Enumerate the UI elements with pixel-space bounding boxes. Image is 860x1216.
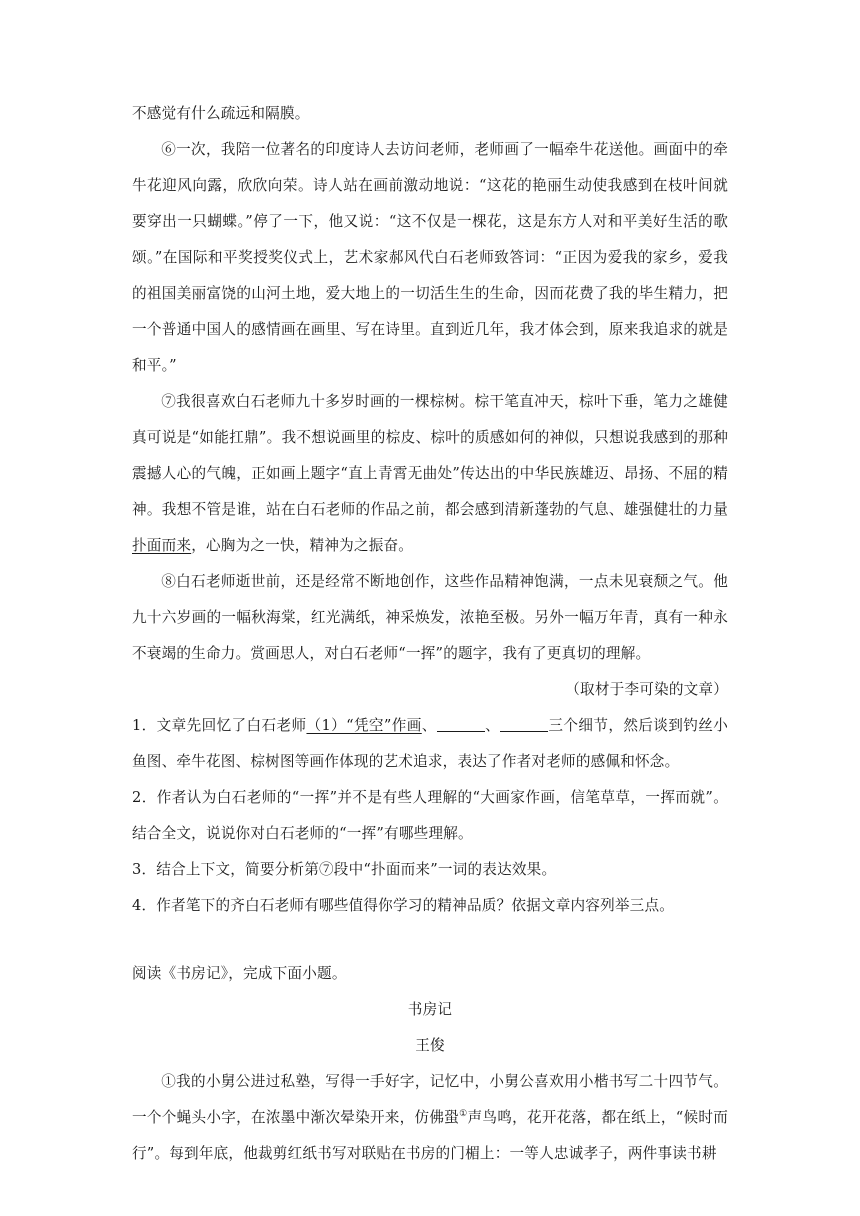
question-1-answer: （1）“凭空”作画 [306,717,422,734]
question-3: 3．结合上下文，简要分析第⑦段中“扑面而来”一词的表达效果。 [132,861,557,878]
question-1 [132,708,728,780]
paragraph-6: ⑥一次，我陪一位著名的印度诗人去访问老师，老师画了一幅牵牛花送他。画面中的牵牛花迎风向露，欣欣向荣。诗人站在画前激动地说：“这花的艳丽生动使我感到在枝叶间就要穿出一只蝴蝶。”停了一下，他又说：“这不仅是一棵花，这是东方人对和平美好生活的歌颂。”在国际和平奖授奖仪式上，艺术家郝风代白石老师致答词：“正因为爱我的家乡，爱我的祖国美丽富饶的山河土地，爱大地上的一切活生生的生命，因而花费了我的毕生精力，把一个普通中国人的感情画在画里、写在诗里。直到近几年，我才体会到，原来我追求的就是和平。” [132,141,728,374]
section-gap [132,924,728,956]
paragraph-5-tail: 不感觉有什么疏远和隔膜。 [132,105,310,122]
article-author: 王俊 [415,1037,445,1054]
footnote-marker: ① [459,1109,468,1119]
underlined-phrase: 扑面而来 [132,537,192,554]
paragraph-7-end: ，心胸为之一快，精神为之振奋。 [191,537,414,554]
separator: 、 [484,717,501,734]
question-1-prefix: 1．文章先回忆了白石老师 [132,717,307,734]
paragraph-text: 声鸟鸣，花开花落，都在纸上，“候时而行”。每到年底，他裁剪红纸书写对联贴在书房的门楣上：一等人忠诚孝子，两件事读书耕 [132,1109,729,1162]
paragraph-7 [132,384,728,564]
answer-blank[interactable] [500,716,548,732]
document-page [132,96,728,1172]
answer-blank[interactable] [437,716,485,732]
question-2: 2．作者认为白石老师的“一挥”并不是有些人理解的“大画家作画，信笔草草，一挥而就”。结合全文，说说你对白石老师的“一挥”有哪些理解。 [132,789,728,842]
separator: 、 [421,717,437,734]
paragraph-text: ①我的小舅公进过私塾，写得一手好字，记忆中，小舅公喜欢用小楷书写二十四节气。一个个蝇头小字，在浓墨中渐次晕染开来，仿佛蛩 [132,1073,728,1126]
reading-intro: 阅读《书房记》，完成下面小题。 [132,965,347,982]
question-4: 4．作者笔下的齐白石老师有哪些值得你学习的精神品质？依据文章内容列举三点。 [132,897,675,914]
article2-paragraph-1 [132,1064,728,1172]
source-note: （取材于李可染的文章） [565,681,728,698]
paragraph-7-text: ⑦我很喜欢白石老师九十多岁时画的一棵棕树。棕干笔直冲天，棕叶下垂，笔力之雄健真可说是“如能扛鼎”。我不想说画里的棕皮、棕叶的质感如何的神似，只想说我感到的那种震撼人心的气魄，正如画上题字“直上青霄无曲处”传达出的中华民族雄迈、昂扬、不屈的精神。我想不管是谁，站在白石老师的作品之前，都会感到清新蓬勃的气息、雄强健壮的力量 [132,393,728,518]
question-1-suffix: 三个细节，然后谈到钓丝小鱼图、牵牛花图、棕树图等画作体现的艺术追求，表达了作者对老师的感佩和怀念。 [132,717,729,770]
article-title: 书房记 [407,1001,453,1018]
paragraph-8: ⑧白石老师逝世前，还是经常不断地创作，这些作品精神饱满，一点未见衰颓之气。他九十六岁画的一幅秋海棠，红光满纸，神采焕发，浓艳至极。另外一幅万年青，真有一种永不衰竭的生命力。赏画思人，对白石老师“一挥”的题字，我有了更真切的理解。 [132,573,728,662]
